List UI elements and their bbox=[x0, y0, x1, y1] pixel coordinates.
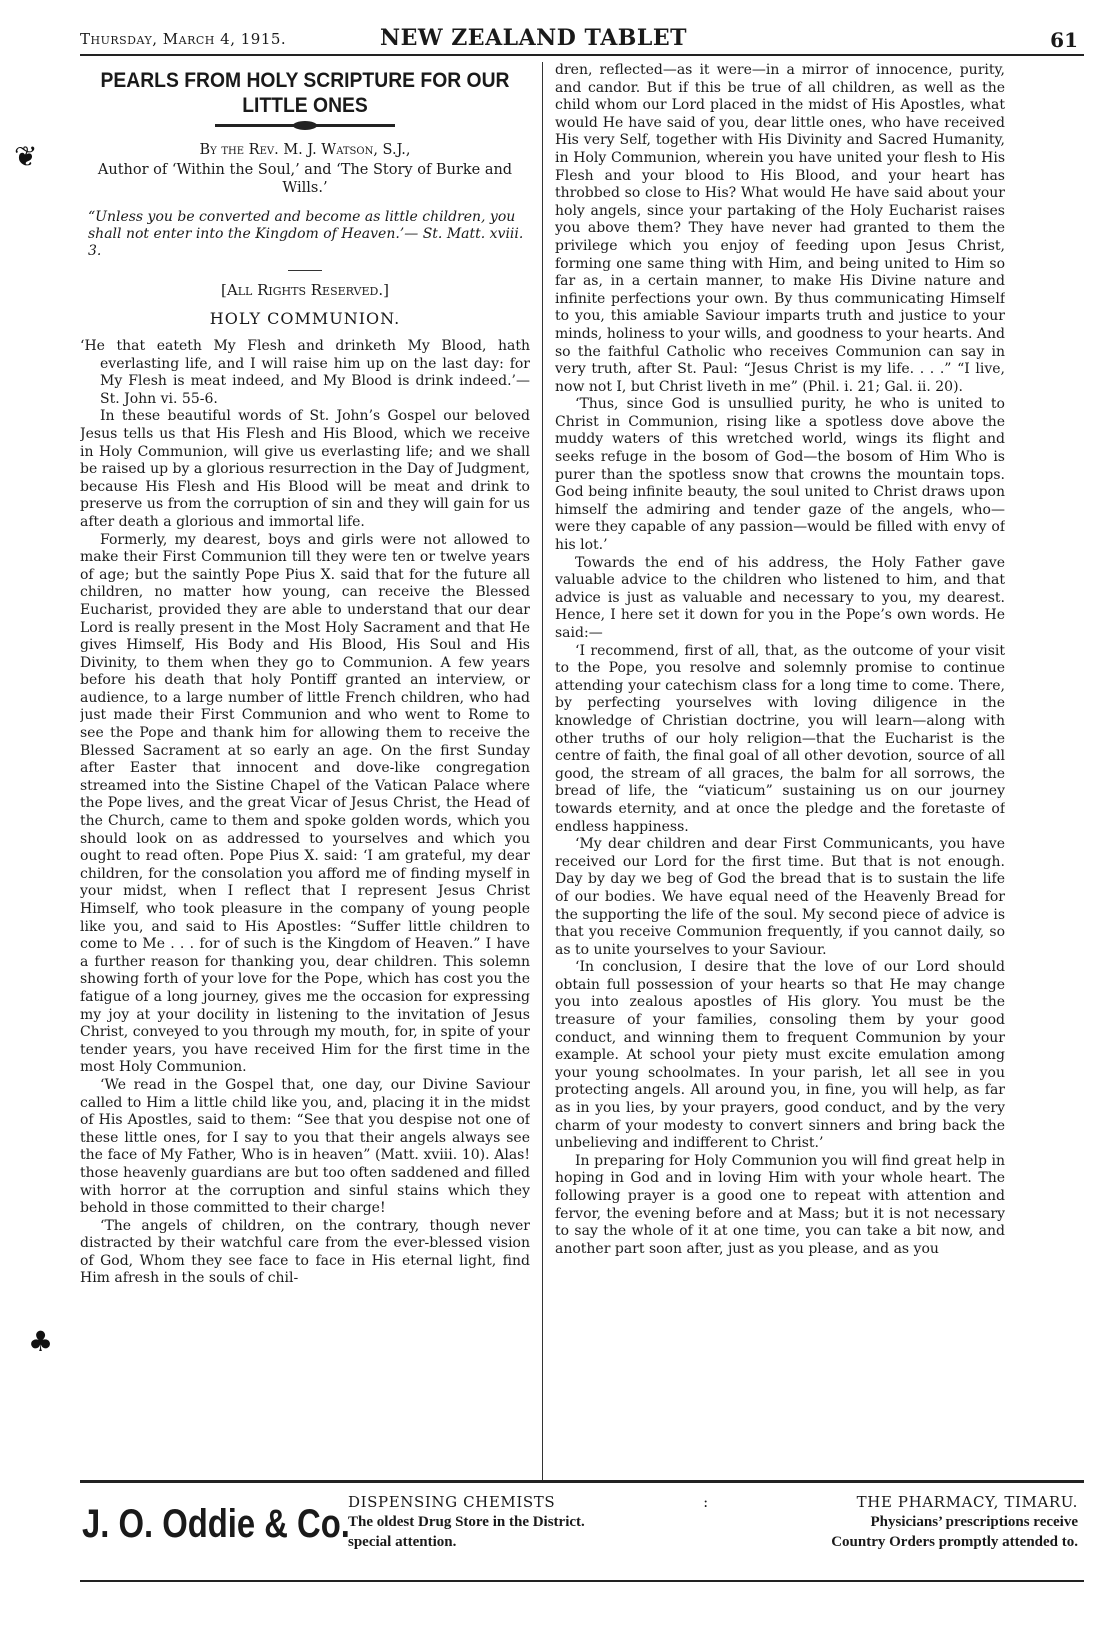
ad-line bbox=[348, 1512, 1078, 1532]
footer-top-rule bbox=[80, 1480, 1084, 1483]
ad-line3-right: Country Orders promptly attended to. bbox=[831, 1534, 1078, 1550]
margin-ink-mark: ❦ bbox=[14, 140, 38, 173]
opening-quote: ‘He that eateth My Flesh and drinketh My Blood, hath everlasting life, and I will raise him up on the last day: for My Flesh is meat indeed, and My Blood is drink indeed.’—St. John vi. 55-6. bbox=[80, 338, 530, 407]
article-title: PEARLS FROM HOLY SCRIPTURE FOR OUR LITTLE ONES bbox=[100, 69, 510, 117]
paragraph: dren, reflected—as it were—in a mirror of innocence, purity, and candor. But if this be true of all children, as well as the child whom our Lord placed in the midst of His Apostles, what would He have said of you, dear little ones, who have received His very Self, together with His Divinity and Sacred Humanity, in Holy Communion, wherein you have united your flesh to His Flesh and your blood to His Blood, and your heart has throbbed so close to His? What would He have said about your holy angels, since your partaking of the Holy Eucharist raises you above them? They have never had granted to them the privilege which you enjoy of feeding upon Jesus Christ, forming one same thing with Him, and being united to Him so far as, in a certain manner, to make His Divine nature and infinite perfections your own. By thus communicating Himself to you, this amiable Saviour imparts truth and justice to your minds, holiness to your wills, and goodness to your hearts. And so the faithful Catholic who receives Communion can say in very truth, after St. Paul: “Jesus Christ is my life. . . .” “I live, now not I, but Christ liveth in me” (Phil. i. 21; Gal. ii. 20). bbox=[555, 62, 1005, 395]
rights-notice: [All Rights Reserved.] bbox=[221, 281, 389, 299]
newspaper-page bbox=[80, 22, 1084, 1612]
margin-ink-mark: ♣ bbox=[28, 1325, 54, 1358]
epigraph: “Unless you be converted and become as little children, you shall not enter into the Kingdom of Heaven.’— St. Matt. xviii. 3. bbox=[88, 209, 524, 259]
paragraph: ‘Thus, since God is unsullied purity, he who is united to Christ in Communion, rising like a spotless dove above the muddy waters of this wretched world, wings its flight and seeks refuge in the bosom of God—the bosom of Him Who is purer than the spotless snow that crowns the mountain tops. God being infinite beauty, the soul united to Christ draws upon himself the admiring and tender gaze of the angels, who—were they capable of any passion—would be filled with envy of his lot.’ bbox=[555, 396, 1005, 554]
epigraph-rule bbox=[288, 270, 322, 271]
paragraph: ‘We read in the Gospel that, one day, our Divine Saviour called to Him a little child like you, and, placing it in the midst of His Apostles, said to them: “See that you despise not one of these little ones, for I say to you that their angels always see the face of My Father, Who is in heaven” (Matt. xviii. 10). Alas! those heavenly guardians are but too often saddened and filled with horror at the corruption and sinful stains which they behold in those committed to their charge! bbox=[80, 1076, 530, 1217]
ad-line3-left: special attention. bbox=[348, 1534, 457, 1550]
paragraph: ‘In conclusion, I desire that the love of our Lord should obtain full possession of your hearts so that He may change you into zealous apostles of His glory. You must be the treasure of your families, consoling them by your good conduct, and winning them to frequent Communion by your example. At school your piety must excite emulation among your young schoolmates. In your parish, let all see in you protecting angels. All around you, in fine, you will help, as far as in you lies, by your prayers, good conduct, and by the very charm of your modesty to convert sinners and bring back the unbelieving and indifferent to Christ.’ bbox=[555, 959, 1005, 1152]
ad-line2-right: Physicians’ prescriptions receive bbox=[870, 1514, 1078, 1530]
section-heading: HOLY COMMUNION. bbox=[209, 309, 401, 328]
title-ornament-rule bbox=[215, 124, 395, 127]
paragraph: In these beautiful words of St. John’s Gospel our beloved Jesus tells us that His Flesh and His Blood, which we receive in Holy Communion, will give us everlasting life; and we shall be raised up by a glorious resurrection in the Day of Judgment, because His Flesh and His Blood will be meat and drink to preserve us from the corruption of sin and they will gain for us after death a glorious and immortal life. bbox=[80, 408, 530, 530]
advertisement-footer bbox=[80, 1480, 1084, 1600]
advertiser-brand: J. O. Oddie & Co. bbox=[82, 1502, 350, 1546]
advertisement-text bbox=[348, 1492, 1078, 1552]
paragraph: Towards the end of his address, the Holy Father gave valuable advice to the children who listened to him, and that advice is just as valuable and necessary to you, my dearest. Hence, I here set it down for you in the Pope’s own words. He said:— bbox=[555, 554, 1005, 641]
column-divider bbox=[542, 62, 543, 1482]
footer-bottom-rule bbox=[80, 1580, 1084, 1582]
page-number: 61 bbox=[1050, 28, 1078, 52]
ad-line bbox=[348, 1532, 1078, 1552]
ad-line bbox=[348, 1492, 1078, 1512]
ad-line1-sep: : bbox=[703, 1493, 709, 1511]
left-column bbox=[80, 62, 530, 1482]
publication-title: NEW ZEALAND TABLET bbox=[380, 25, 687, 51]
ad-line2-left: The oldest Drug Store in the District. bbox=[348, 1514, 585, 1530]
paragraph: ‘My dear children and dear First Communicants, you have received our Lord for the first time. But that is not enough. Day by day we beg of God the bread that is to sustain the life of our bodies. We have equal need of the Heavenly Bread for the supporting the life of the soul. My second piece of advice is that you receive Communion frequently, if you cannot daily, so as to unite yourselves to your Saviour. bbox=[555, 836, 1005, 958]
paragraph: ‘I recommend, first of all, that, as the outcome of your visit to the Pope, you resolve and solemnly promise to continue attending your catechism class for a long time to come. There, by perfecting yourselves with loving diligence in the knowledge of Christian doctrine, you will learn—along with other truths of our holy religion—that the Eucharist is the centre of faith, the final goal of all other devotion, source of all good, the stream of all graces, the balm for all sorrows, the bread of life, the “viaticum” sustaining us on our journey towards eternity, and at once the pledge and the foretaste of endless happiness. bbox=[555, 642, 1005, 835]
article-byline: By the Rev. M. J. Watson, S.J., bbox=[199, 142, 411, 158]
right-column bbox=[555, 62, 1005, 1482]
issue-date: Thursday, March 4, 1915. bbox=[80, 30, 287, 48]
page-header bbox=[80, 22, 1084, 56]
paragraph: ‘The angels of children, on the contrary, though never distracted by their watchful care from the ever-blessed vision of God, Whom they see face to face in His eternal light, find Him afresh in the souls of chil- bbox=[80, 1217, 530, 1287]
paragraph: In preparing for Holy Communion you will find great help in hoping in God and in loving Him with your whole heart. The following prayer is a good one to repeat with attention and fervor, the evening before and at Mass; but it is not necessary to say the whole of it at one time, you can take a bit now, and another part soon after, just as you please, and as you bbox=[555, 1152, 1005, 1257]
ad-line1-right: THE PHARMACY, TIMARU. bbox=[856, 1493, 1078, 1511]
author-note: Author of ‘Within the Soul,’ and ‘The Story of Burke and Wills.’ bbox=[97, 162, 513, 196]
paragraph: Formerly, my dearest, boys and girls were not allowed to make their First Communion till they were ten or twelve years of age; but the saintly Pope Pius X. said that for the future all children, no matter how young, can receive the Blessed Eucharist, provided they are able to understand that our dear Lord is really present in the Most Holy Sacrament and that He gives Himself, His Body and His Blood, His Soul and His Divinity, to them when they go to Communion. A few years before his death that holy Pontiff granted an interview, or audience, to a large number of little French children, who had just made their First Communion and who went to Rome to see the Pope and thank him for allowing them to receive the Blessed Sacrament at so early an age. On the first Sunday after Easter that innocent and dove-like congregation streamed into the Sistine Chapel of the Vatican Palace where the Pope lives, and the great Vicar of Jesus Christ, the Head of the Church, came to them and spoke golden words, which you should look on as addressed to yourselves and which you ought to read often. Pope Pius X. said: ‘I am grateful, my dear children, for the consolation you afford me of finding myself in your midst, when I reflect that I represent Jesus Christ Himself, who took pleasure in the company of young people like you, and said to His Apostles: “Suffer little children to come to Me . . . for of such is the Kingdom of Heaven.” I have a further reason for thanking you, dear children. This solemn showing forth of your love for the Pope, which has cost you the fatigue of a long journey, gives me the occasion for expressing my joy at your docility in listening to the invitation of Jesus Christ, conveyed to you through my mouth, for, in spite of your tender years, you have received Him for the first time in the most Holy Communion. bbox=[80, 531, 530, 1076]
ad-line1-left: DISPENSING CHEMISTS bbox=[348, 1493, 556, 1511]
